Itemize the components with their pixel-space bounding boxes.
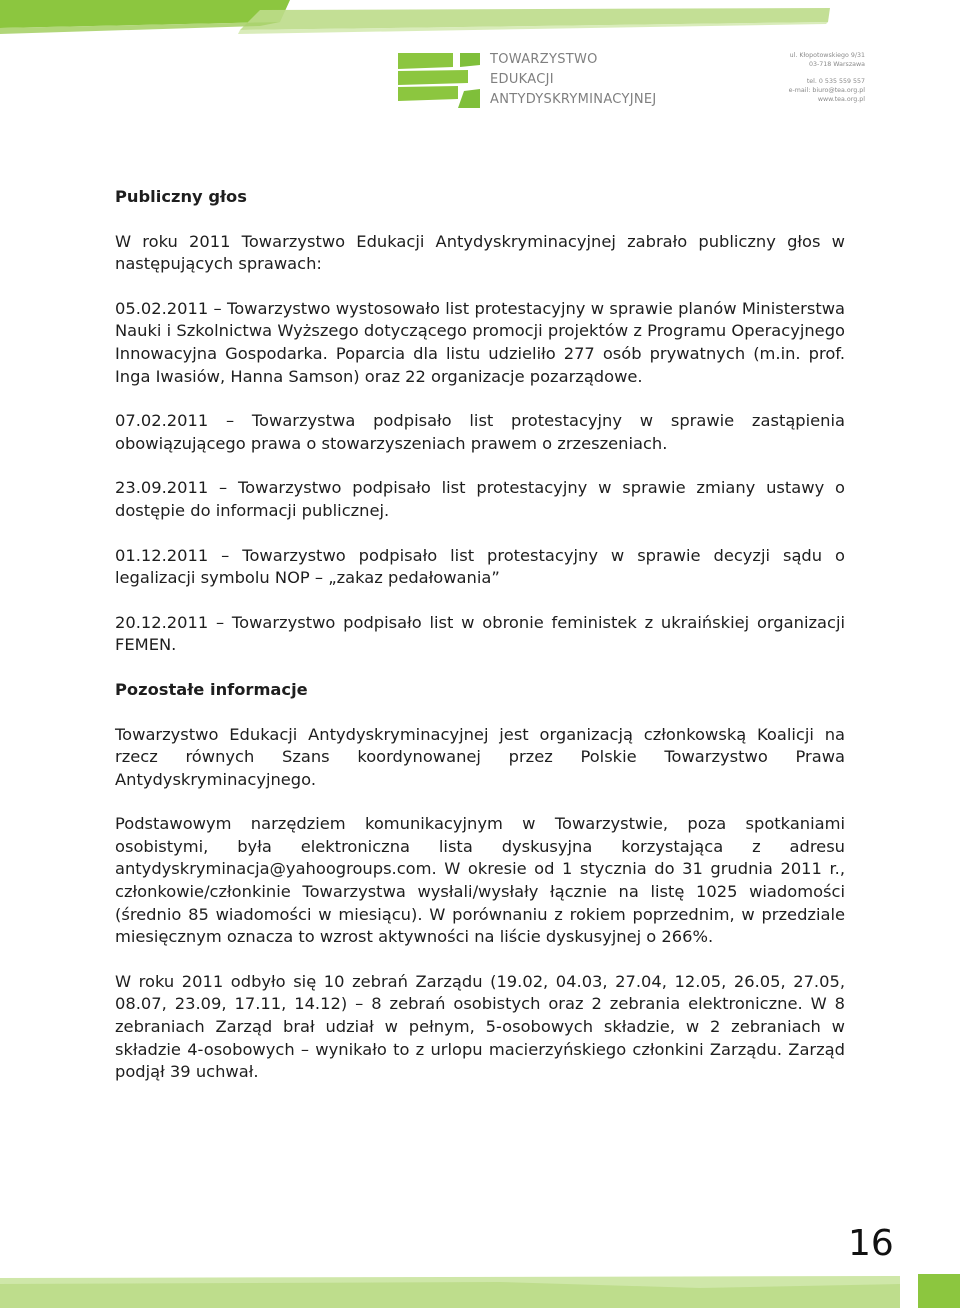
- logo-line-2: EDUKACJI: [490, 72, 554, 87]
- public-item-2: 07.02.2011 – Towarzystwa podpisało list protestacyjny w sprawie zastąpienia obowiązującego prawa o stowarzyszeniach prawem o zrzeszeniach.: [115, 411, 845, 453]
- section-intro: W roku 2011 Towarzystwo Edukacji Antydyskryminacyjnej zabrało publiczny głos w następujących sprawach:: [115, 231, 845, 274]
- page-number: 16: [848, 1223, 894, 1264]
- public-item-1: 05.02.2011 – Towarzystwo wystosowało list protestacyjny w sprawie planów Ministerstwa Nauki i Szkolnictwa Wyższego dotyczącego promocji projektów z Programu Operacyjnego Innowacyjna Gospodarka. Poparcia dla listu udzieliło 277 osób prywatnych (m.in. prof. Inga Iwasiów, Hanna Samson) oraz 22 organizacje pozarządowe.: [115, 298, 845, 386]
- other-paragraph-2: Podstawowym narzędziem komunikacyjnym w Towarzystwie, poza spotkaniami osobistymi, była elektroniczna lista dyskusyjna korzystająca z adresu antydyskryminacja@yahoogroups.com. W okresie od 1 stycznia do 31 grudnia 2011 r., członkowie/członkinie Towarzystwa wysłali/wysłały łącznie na listę 1025 wiadomości (średnio 85 wiadomości w miesiącu). W porównaniu z rokiem poprzednim, w przedziale miesięcznym oznacza to wzrost aktywności na liście dyskusyjnej o 266%.: [115, 814, 845, 947]
- contact-address-1: ul. Kłopotowskiego 9/31: [789, 52, 865, 59]
- header-band: [0, 0, 960, 40]
- logo-line-3: ANTYDYSKRYMINACYJNEJ: [490, 92, 657, 107]
- organization-name: [490, 50, 657, 110]
- other-paragraph-1: Towarzystwo Edukacji Antydyskryminacyjnej jest organizacją członkowską Koalicji na rzecz równych Szans koordynowanej przez Polskie Towarzystwo Prawa Antydyskryminacyjnego.: [115, 724, 845, 789]
- contact-block: [775, 51, 865, 104]
- other-paragraph-3: W roku 2011 odbyło się 10 zebrań Zarządu (19.02, 04.03, 27.04, 12.05, 26.05, 27.05, 08.07, 23.09, 17.11, 14.12) – 8 zebrań osobistych oraz 2 zebrania elektroniczne. W 8 zebraniach Zarząd brał udział w pełnym, 5-osobowych składzie, w 2 zebraniach w składzie 4-osobowych – wynikało to z urlopu macierzyńskiego członkini Zarządu. Zarząd podjął 39 uchwał.: [115, 971, 845, 1082]
- contact-phone: tel. 0 535 559 557: [806, 78, 865, 85]
- contact-address-2: 03-718 Warszawa: [808, 61, 865, 68]
- contact-web: www.tea.org.pl: [817, 96, 865, 103]
- section-title-public-voice: Publiczny głos: [115, 187, 247, 206]
- organization-logo-icon: [398, 53, 480, 108]
- logo-line-1: TOWARZYSTWO: [490, 52, 598, 67]
- contact-email: e-mail: biuro@tea.org.pl: [788, 87, 865, 94]
- footer-band: [0, 1270, 960, 1308]
- public-item-3: 23.09.2011 – Towarzystwo podpisało list protestacyjny w sprawie zmiany ustawy o dostępie do informacji publicznej.: [115, 478, 845, 520]
- document-body: [115, 186, 845, 1084]
- section-title-other-info: Pozostałe informacje: [115, 679, 308, 699]
- public-item-4: 01.12.2011 – Towarzystwo podpisało list protestacyjny w sprawie decyzji sądu o legalizacji symbolu NOP – „zakaz pedałowania”: [115, 545, 845, 588]
- public-item-5: 20.12.2011 – Towarzystwo podpisało list w obronie feministek z ukraińskiej organizacji FEMEN.: [115, 612, 845, 655]
